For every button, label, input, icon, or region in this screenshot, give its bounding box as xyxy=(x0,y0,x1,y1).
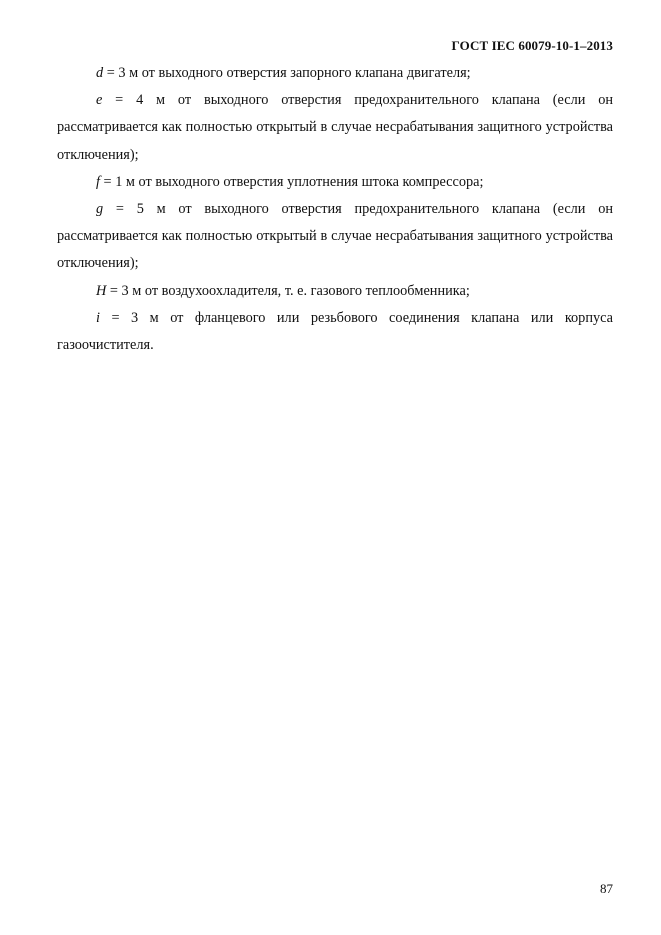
item-text: = 3 м от выходного отверстия запорного клапана двигателя; xyxy=(103,65,471,81)
list-item xyxy=(57,60,613,87)
list-item xyxy=(57,169,613,196)
item-text: = 3 м от воздухоохладителя, т. е. газового теплообменника; xyxy=(106,282,470,299)
variable-name: e xyxy=(96,92,103,109)
page-number: 87 xyxy=(600,881,613,896)
document-header: ГОСТ IEC 60079-10-1–2013 xyxy=(451,38,613,53)
variable-name: f xyxy=(96,173,100,190)
variable-name: i xyxy=(96,309,100,326)
item-text: = 1 м от выходного отверстия уплотнения штока компрессора; xyxy=(99,173,484,190)
item-text: = 3 м от фланцевого или резьбового соединения клапана или корпуса газоочистителя. xyxy=(57,309,613,354)
list-item xyxy=(57,196,613,278)
variable-name: g xyxy=(96,201,104,218)
list-item xyxy=(57,305,613,359)
list-item xyxy=(57,278,613,305)
item-text: = 4 м от выходного отверстия предохранительного клапана (если он рассматривается как полностью открытый в случае несрабатывания защитного устройства отключения); xyxy=(57,92,613,163)
variable-name: H xyxy=(96,282,107,299)
document-body xyxy=(57,60,613,359)
item-text: = 5 м от выходного отверстия предохранительного клапана (если он рассматривается как полностью открытый в случае несрабатывания защитного устройства отключения); xyxy=(57,201,613,272)
list-item xyxy=(57,87,613,169)
variable-name: d xyxy=(96,65,104,81)
